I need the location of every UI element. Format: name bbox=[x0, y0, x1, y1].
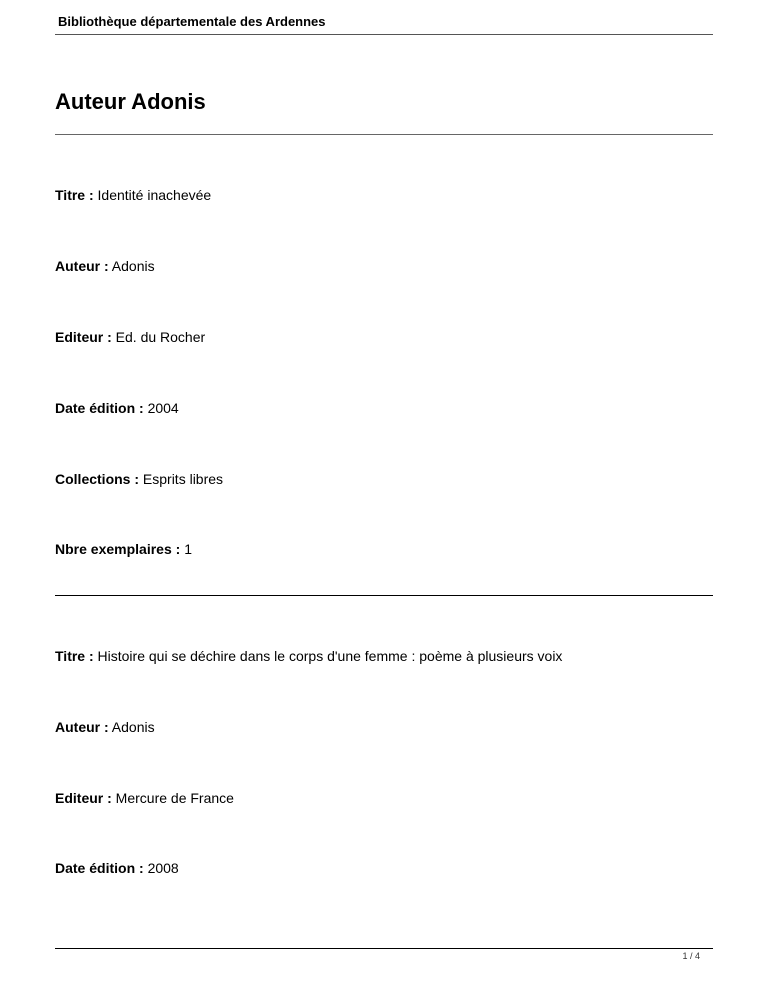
field-label: Date édition : bbox=[55, 400, 144, 416]
field-label: Titre : bbox=[55, 187, 94, 203]
field-value: 1 bbox=[184, 541, 192, 557]
field-label: Auteur : bbox=[55, 719, 109, 735]
field-label: Editeur : bbox=[55, 790, 112, 806]
field-value: 2004 bbox=[147, 400, 179, 416]
field-label: Collections : bbox=[55, 471, 140, 487]
field-collections bbox=[55, 471, 223, 487]
field-date-edition bbox=[55, 400, 179, 416]
field-value: 2008 bbox=[147, 860, 179, 876]
library-name: Bibliothèque départementale des Ardennes bbox=[58, 14, 326, 29]
field-value: Ed. du Rocher bbox=[115, 329, 206, 345]
field-value: Histoire qui se déchire dans le corps d'une femme : poème à plusieurs voix bbox=[97, 648, 563, 664]
field-value: Adonis bbox=[111, 258, 155, 274]
record-divider bbox=[55, 595, 713, 596]
page-title: Auteur Adonis bbox=[55, 89, 206, 114]
field-label: Date édition : bbox=[55, 860, 144, 876]
field-date-edition bbox=[55, 860, 179, 876]
field-value: Identité inachevée bbox=[97, 187, 212, 203]
field-auteur bbox=[55, 258, 155, 274]
field-value: Mercure de France bbox=[115, 790, 234, 806]
field-label: Editeur : bbox=[55, 329, 112, 345]
field-label: Auteur : bbox=[55, 258, 109, 274]
field-titre bbox=[55, 648, 562, 664]
field-label: Nbre exemplaires : bbox=[55, 541, 181, 557]
field-titre bbox=[55, 187, 211, 203]
field-label: Titre : bbox=[55, 648, 94, 664]
field-auteur bbox=[55, 719, 155, 735]
field-editeur bbox=[55, 329, 205, 345]
header-divider bbox=[55, 34, 713, 35]
field-value: Adonis bbox=[111, 719, 155, 735]
field-editeur bbox=[55, 790, 234, 806]
footer-divider bbox=[55, 948, 713, 949]
page-number: 1 / 4 bbox=[682, 951, 700, 961]
title-divider bbox=[55, 134, 713, 135]
field-value: Esprits libres bbox=[142, 471, 224, 487]
field-nbre-exemplaires bbox=[55, 541, 192, 557]
